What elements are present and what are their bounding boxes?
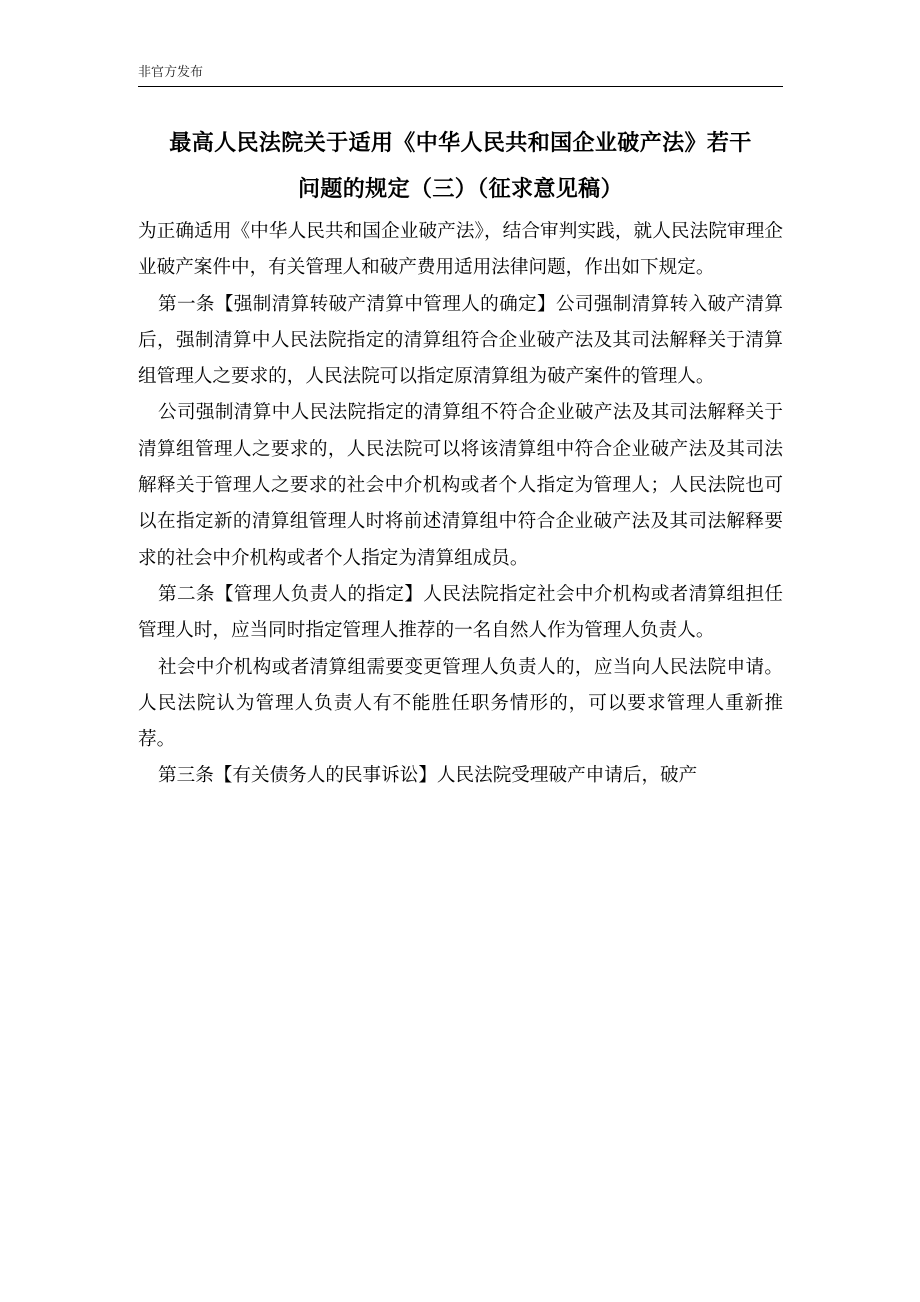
title-line-1: 最高人民法院关于适用《中华人民共和国企业破产法》若干 [169,130,752,156]
paragraph-article-2: 第二条【管理人负责人的指定】人民法院指定社会中介机构或者清算组担任管理人时，应当同时指定管理人推荐的一名自然人作为管理人负责人。 [138,583,783,642]
paragraph-article-1: 第一条【强制清算转破产清算中管理人的确定】公司强制清算转入破产清算后，强制清算中人民法院指定的清算组符合企业破产法及其司法解释关于清算组管理人之要求的，人民法院可以指定原清算组为破产案件的管理人。 [138,293,783,388]
page-header [138,64,783,87]
paragraph-preamble: 为正确适用《中华人民共和国企业破产法》，结合审判实践，就人民法院审理企业破产案件中，有关管理人和破产费用适用法律问题，作出如下规定。 [138,221,783,279]
paragraph-article-3: 第三条【有关债务人的民事诉讼】人民法院受理破产申请后，破产 [158,765,698,787]
title-line-2: 问题的规定（三）（征求意见稿） [297,176,623,202]
header-text: 非官方发布 [138,65,204,80]
paragraph-article-2-part-2: 社会中介机构或者清算组需要变更管理人负责人的，应当向人民法院申请。人民法院认为管理人负责人有不能胜任职务情形的，可以要求管理人重新推荐。 [138,656,783,751]
paragraph-article-1-part-2: 公司强制清算中人民法院指定的清算组不符合企业破产法及其司法解释关于清算组管理人之要求的，人民法院可以将该清算组中符合企业破产法及其司法解释关于管理人之要求的社会中介机构或者个人指定为管理人；人民法院也可以在指定新的清算组管理人时将前述清算组中符合企业破产法及其司法解释要求的社会中介机构或者个人指定为清算组成员。 [138,402,783,569]
document-body [138,214,783,795]
document-title [138,120,783,212]
